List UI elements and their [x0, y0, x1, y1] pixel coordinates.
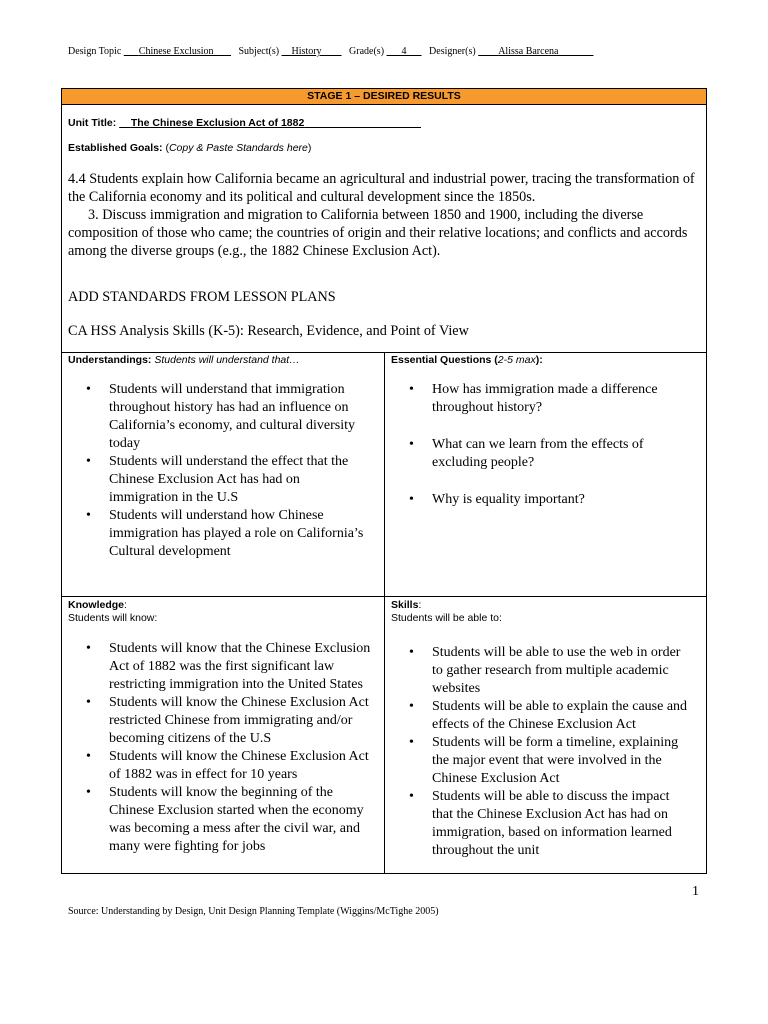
subjects-value: History [291, 46, 322, 57]
list-item: • What can we learn from the effects of excluding people? [385, 436, 690, 472]
established-goals-label: Established Goals: [68, 142, 163, 154]
list-item: • Students will know the beginning of the Chinese Exclusion started when the economy was becoming a mess after the civil war, and many were fighting for jobs [62, 784, 374, 856]
list-item: • How has immigration made a difference throughout history? [385, 381, 690, 417]
designers-label: Designer(s) [429, 46, 476, 57]
essential-questions-label-end: ): [535, 354, 543, 366]
essential-questions-list [385, 381, 690, 509]
list-item: • Students will be form a timeline, explaining the major event that were involved in the Chinese Exclusion Act [385, 734, 690, 788]
stage-title-bar: STAGE 1 – DESIRED RESULTS [62, 89, 706, 105]
essential-questions-label: Essential Questions ( [391, 354, 498, 366]
established-goals-row: Established Goals: (Copy & Paste Standards here) [68, 142, 312, 154]
understandings-list [62, 381, 372, 561]
source-footer: Source: Understanding by Design, Unit Design Planning Template (Wiggins/McTighe 2005) [68, 906, 439, 917]
essential-questions-note: 2-5 max [497, 354, 536, 366]
established-goals-note: Copy & Paste Standards here [168, 142, 308, 154]
list-item: • Students will know the Chinese Exclusion Act restricted Chinese from immigrating and/or becoming citizens of the U.S [62, 694, 374, 748]
analysis-skills: CA HSS Analysis Skills (K-5): Research, Evidence, and Point of View [68, 323, 469, 339]
skills-list [385, 644, 690, 860]
standard-main: 4.4 Students explain how California became an agricultural and industrial power, tracing the transformation of the California economy and its political and cultural development since the 1850s. [68, 171, 695, 205]
list-item: • Students will understand that immigration throughout history has had an influence on California’s economy, and cultural diversity today [62, 381, 372, 453]
understandings-label: Understandings: [68, 354, 152, 366]
skills-sublabel: Students will be able to: [391, 612, 502, 624]
understandings-sublabel: Students will understand that… [154, 354, 300, 366]
list-item: • Students will know that the Chinese Exclusion Act of 1882 was the first significant law restricting immigration into the United States [62, 640, 374, 694]
subjects-label: Subject(s) [238, 46, 280, 57]
list-item: • Students will understand how Chinese immigration has played a role on California’s Cultural development [62, 507, 372, 561]
knowledge-sublabel: Students will know: [68, 612, 158, 624]
list-item: • Students will understand the effect that the Chinese Exclusion Act has had on immigration in the U.S [62, 453, 372, 507]
standard-sub: 3. Discuss immigration and migration to California between 1850 and 1900, including the diverse composition of those who came; the countries of origin and their relative locations; and conflicts and accords among the diverse groups (e.g., the 1882 Chinese Exclusion Act). [68, 207, 688, 259]
skills-label: Skills [391, 599, 419, 611]
list-item: • Students will be able to discuss the impact that the Chinese Exclusion Act has had on immigration, based on information learned throughout the unit [385, 788, 690, 860]
design-topic-value: Chinese Exclusion [138, 46, 214, 57]
unit-design-table [61, 88, 707, 874]
unit-title-label: Unit Title: [68, 117, 117, 129]
grades-value: 4 [401, 46, 407, 57]
knowledge-label: Knowledge [68, 599, 125, 611]
page-number: 1 [692, 884, 699, 899]
knowledge-cell: Knowledge: Students will know: • Students will know that the Chinese Exclusion Act of 1882 was the first significant law restricting immigration into the United States • Students will know the Chinese Exclusion Act restricted Chinese from immigrating and/or becoming citizens of the U.S • Students will know the Chinese Exclusion Act of 1882 was in effect for 10 years • Students will know the beginning of the Chinese Exclusion started when the economy was becoming a mess after the civil war, and many were fighting for jobs [62, 597, 384, 873]
list-item: • Why is equality important? [385, 491, 690, 509]
understandings-cell [62, 353, 384, 596]
designers-value: Alissa Barcena [498, 46, 559, 57]
list-item: • Students will be able to explain the cause and effects of the Chinese Exclusion Act [385, 698, 690, 734]
list-item: • Students will know the Chinese Exclusion Act of 1882 was in effect for 10 years [62, 748, 374, 784]
unit-title-row [68, 117, 421, 129]
design-topic-label: Design Topic [68, 46, 122, 57]
essential-questions-cell [385, 353, 706, 596]
list-item: • Students will be able to use the web in order to gather research from multiple academic websites [385, 644, 690, 698]
grades-label: Grade(s) [349, 46, 385, 57]
design-header: Design Topic _ Chinese Exclusion Subject(s) History Grade(s) 4 Designer(s) Alissa Barcena [68, 46, 559, 57]
add-standards-note: ADD STANDARDS FROM LESSON PLANS [68, 289, 336, 305]
knowledge-list [62, 640, 374, 856]
skills-cell: Skills: Students will be able to: • Students will be able to use the web in order to gather research from multiple academic websites • Students will be able to explain the cause and effects of the Chinese Exclusion Act • Students will be form a timeline, explaining the major event that were involved in the Chinese Exclusion Act • Students will be able to discuss the impact that the Chinese Exclusion Act has had on immigration, based on information learned throughout the unit [385, 597, 706, 873]
unit-title-value: The Chinese Exclusion Act of 1882 [130, 117, 305, 129]
